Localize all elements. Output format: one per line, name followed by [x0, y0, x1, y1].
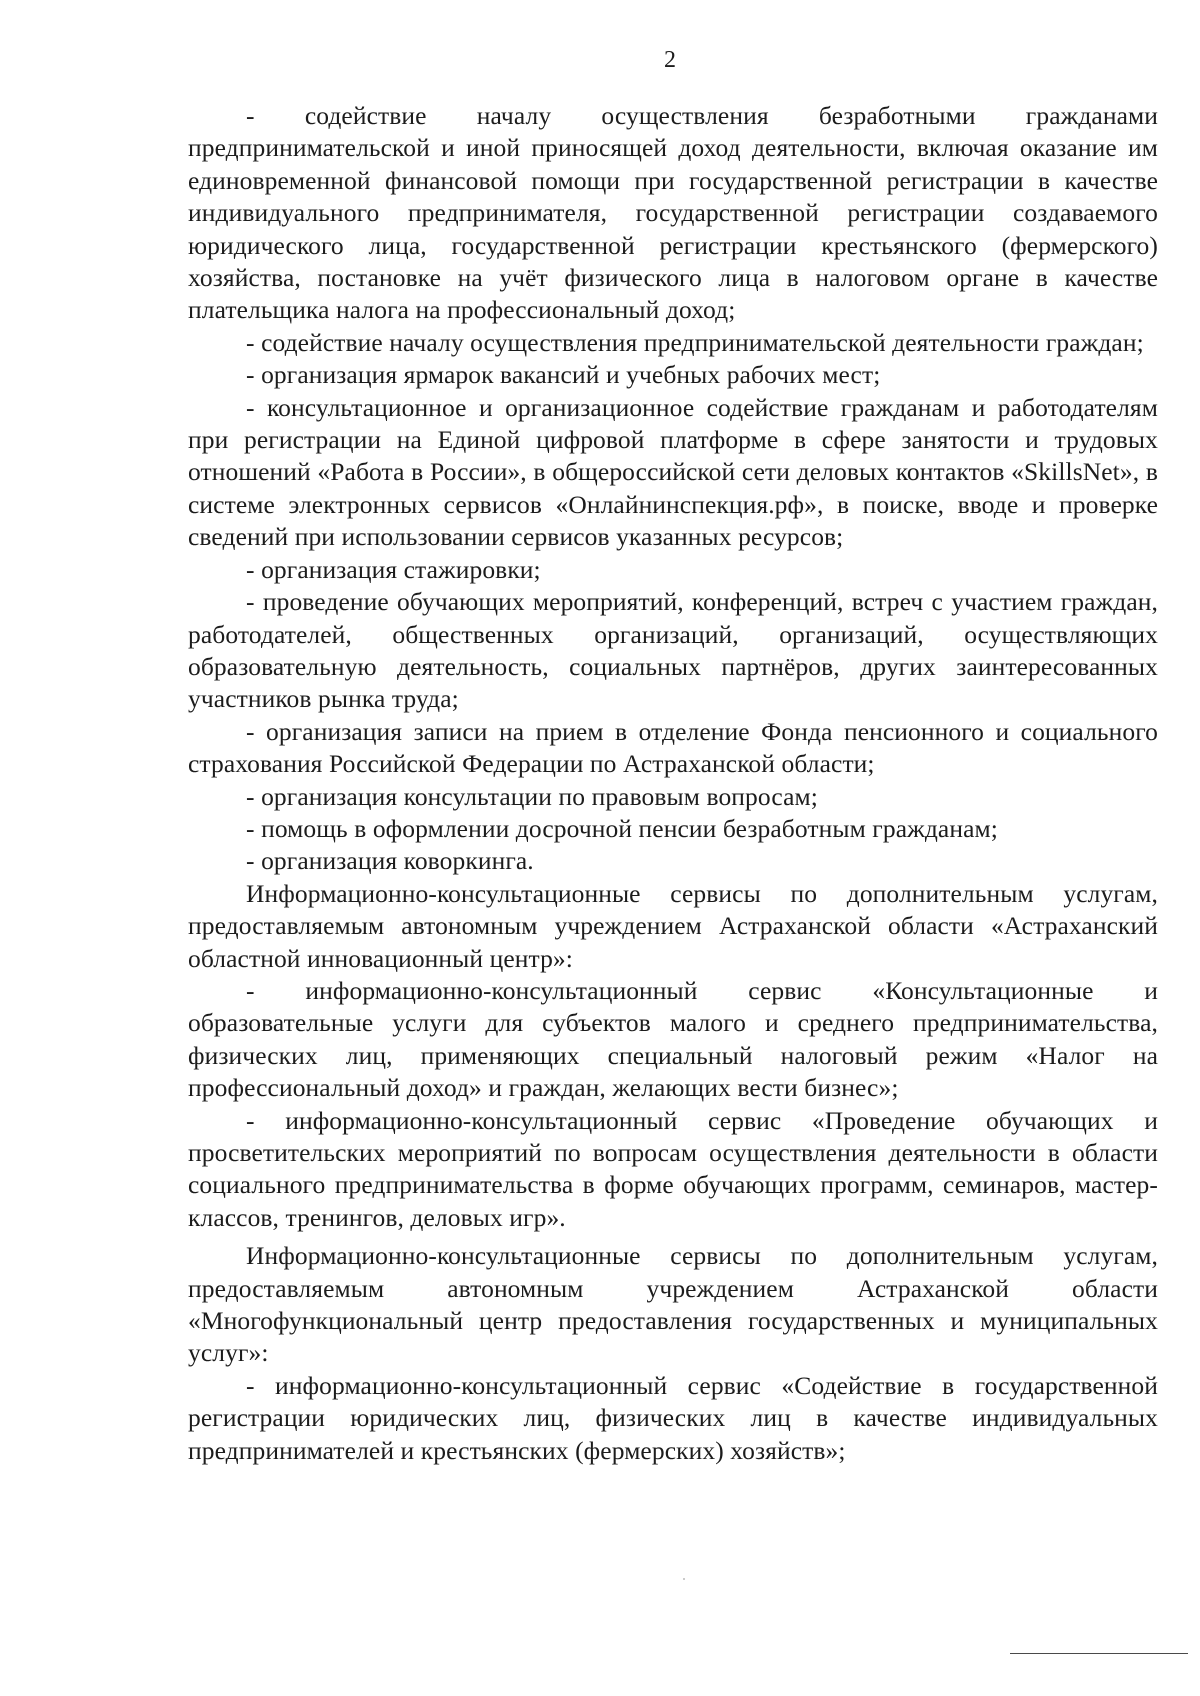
paragraph-item: - организация консультации по правовым вопросам;: [246, 781, 818, 811]
page-number: 2: [664, 47, 676, 73]
section-intro-paragraph: Информационно-консультационные сервисы по дополнительным услугам, предоставляемым автономным учреждением Астраханской области «Многофункциональный центр предоставления государственных и муниципальных услуг»:: [188, 1241, 1158, 1368]
scan-speck: [683, 1578, 685, 1580]
document-body: [188, 100, 1158, 1467]
paragraph-item: - организация коворкинга.: [246, 846, 534, 876]
paragraph-item: - консультационное и организационное содействие гражданам и работодателям при регистрации на Единой цифровой платформе в сфере занятости и трудовых отношений «Работа в России», в общероссийской сети деловых контактов «SkillsNet», в системе электронных сервисов «Онлайнинспекция.рф», в поиске, вводе и проверке сведений при использовании сервисов указанных ресурсов;: [188, 392, 1158, 552]
section-intro-paragraph: Информационно-консультационные сервисы по дополнительным услугам, предоставляемым автономным учреждением Астраханской области «Астраханский областной инновационный центр»:: [188, 878, 1158, 973]
paragraph-item: - помощь в оформлении досрочной пенсии безработным гражданам;: [246, 813, 998, 843]
paragraph-item: - информационно-консультационный сервис «Содействие в государственной регистрации юридических лиц, физических лиц в качестве индивидуальных предпринимателей и крестьянских (фермерских) хозяйств»;: [188, 1370, 1158, 1465]
paragraph-item: - организация записи на прием в отделение Фонда пенсионного и социального страхования Российской Федерации по Астраханской области;: [188, 716, 1158, 779]
paragraph-item: - организация ярмарок вакансий и учебных рабочих мест;: [246, 360, 881, 390]
paragraph-item: - информационно-консультационный сервис «Консультационные и образовательные услуги для субъектов малого и среднего предпринимательства, физических лиц, применяющих специальный налоговый режим «Налог на профессиональный доход» и граждан, желающих вести бизнес»;: [188, 975, 1158, 1103]
paragraph-item: - организация стажировки;: [246, 554, 541, 584]
paragraph-item: - содействие началу осуществления предпринимательской деятельности граждан;: [246, 327, 1144, 357]
footer-rule: [1010, 1653, 1188, 1654]
paragraph-item: - информационно-консультационный сервис «Проведение обучающих и просветительских мероприятий по вопросам осуществления деятельности в области социального предпринимательства в форме обучающих программ, семинаров, мастер-классов, тренингов, деловых игр».: [188, 1105, 1158, 1232]
paragraph-item: - содействие началу осуществления безработными гражданами предпринимательской и иной приносящей доход деятельности, включая оказание им единовременной финансовой помощи при государственной регистрации в качестве индивидуального предпринимателя, государственной регистрации создаваемого юридического лица, государственной регистрации крестьянского (фермерского) хозяйства, постановке на учёт физического лица в налоговом органе в качестве плательщика налога на профессиональный доход;: [188, 101, 1158, 325]
paragraph-item: - проведение обучающих мероприятий, конференций, встреч с участием граждан, работодателей, общественных организаций, организаций, осуществляющих образовательную деятельность, социальных партнёров, других заинтересованных участников рынка труда;: [188, 587, 1158, 714]
